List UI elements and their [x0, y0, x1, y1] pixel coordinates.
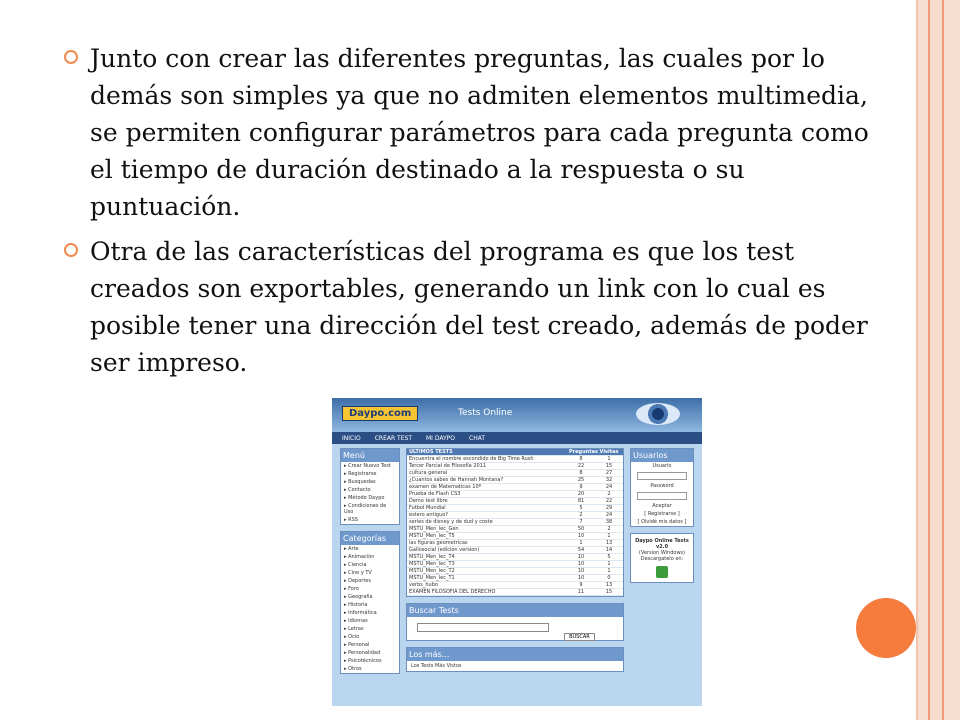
shot-nav [332, 432, 702, 444]
category-item: ▸ Deportes [344, 578, 371, 584]
download-panel [630, 533, 694, 583]
bullet-marker-icon [64, 243, 78, 257]
category-item: ▸ Idiomas [344, 618, 368, 624]
shot-center [406, 448, 624, 706]
bullet-list [64, 40, 894, 389]
more-item: Los Tests Más Vistos [411, 663, 462, 669]
menu-panel [340, 448, 400, 525]
eye-icon [636, 403, 680, 425]
category-item: ▸ Geografía [344, 594, 373, 600]
category-item: ▸ Foro [344, 586, 359, 592]
category-item: ▸ Informática [344, 610, 377, 616]
bullet-text: Otra de las características del programa es que los test creados son exportables, generando un link con lo cual es posible tener una dirección del test creado, además de poder ser impreso. [90, 237, 868, 377]
category-item: ▸ Psicotécnicos [344, 658, 382, 664]
bullet-item-2 [64, 233, 894, 381]
shot-right-sidebar [630, 448, 694, 706]
table-row: MSTU_Men_lec_T3 10 1 [407, 561, 623, 568]
menu-item: ▸ Busquedas [344, 479, 376, 485]
download-sub: (Version Windows) [638, 550, 686, 556]
category-item: ▸ Personal [344, 642, 370, 648]
table-row: estero antiguo? 2 24 [407, 512, 623, 519]
download-title: Daypo Online Tests v2.0 [635, 538, 689, 550]
search-panel [406, 603, 624, 641]
users-panel [630, 448, 694, 527]
register-link: [ Registrarse ] [644, 511, 680, 517]
table-row: Encuentra el nombre escondido de Big Time Rush 8 1 [407, 456, 623, 463]
table-header: ULTIMOS TESTS Preguntas Visitas [407, 449, 623, 456]
password-label: Password [650, 483, 674, 489]
shot-body [340, 448, 694, 706]
user-field [637, 472, 687, 480]
daypo-screenshot [332, 398, 702, 706]
category-item: ▸ Arte [344, 546, 359, 552]
table-row: MSTU_Men_lec_T4 10 5 [407, 554, 623, 561]
download-icon [656, 566, 668, 578]
more-title: Los más... [407, 648, 623, 661]
table-row: series de disney y de dud y coste 7 38 [407, 519, 623, 526]
category-item: ▸ Animación [344, 554, 375, 560]
table-row: verbs_hubo 9 13 [407, 582, 623, 589]
search-input [417, 623, 549, 632]
shot-left-sidebar [340, 448, 400, 706]
category-item: ▸ Cine y TV [344, 570, 372, 576]
nav-item: MI DAYPO [425, 434, 455, 442]
bullet-marker-icon [64, 50, 78, 64]
bullet-text: Junto con crear las diferentes preguntas, las cuales por lo demás son simples ya que no admiten elementos multimedia, se permiten configurar parámetros para cada pregunta como el tiempo de duración destinado a la respuesta o su puntuación. [90, 44, 869, 221]
table-row: MSTU_Men_lec_T1 10 0 [407, 575, 623, 582]
table-row: MSTU_Men_lec_T2 10 1 [407, 568, 623, 575]
table-row: las figuras geometricas 1 13 [407, 540, 623, 547]
category-item: ▸ Ciencia [344, 562, 367, 568]
menu-item: ▸ Crear Nuevo Test [344, 463, 391, 469]
search-title: Buscar Tests [407, 604, 623, 617]
shot-header [332, 398, 702, 432]
accent-circle [856, 598, 916, 658]
table-row: Gallosocial (edicion version) 54 14 [407, 547, 623, 554]
table-row: cultura general 8 27 [407, 470, 623, 477]
table-row: examen de Matematicas 10º 9 24 [407, 484, 623, 491]
user-label: Usuario [652, 463, 672, 469]
table-row: Futbol Mundial 5 29 [407, 505, 623, 512]
menu-item: ▸ Registrarse [344, 471, 377, 477]
more-panel [406, 647, 624, 672]
category-item: ▸ Otros [344, 666, 362, 672]
nav-item: CHAT [469, 434, 486, 442]
table-row: MSTU_Men_lec_T5 10 1 [407, 533, 623, 540]
table-row: ¿Cuantos sabes de Hannah Montana? 25 32 [407, 477, 623, 484]
menu-item: ▸ Método Daypo [344, 495, 385, 501]
table-row: Demo test libre 81 22 [407, 498, 623, 505]
login-button: Aceptar [652, 503, 672, 509]
category-item: ▸ Letras [344, 626, 364, 632]
band-line-1 [928, 0, 930, 720]
categories-panel [340, 531, 400, 674]
categories-title: Categorías [341, 532, 399, 545]
table-row: EXAMEN FILOSOFIA DEL DERECHO 11 15 [407, 589, 623, 596]
users-title: Usuarios [631, 449, 693, 462]
table-row: Tercer Parcial de Filosofía 2011 22 15 [407, 463, 623, 470]
nav-item: INICIO [342, 434, 361, 442]
menu-item: ▸ Contacto [344, 487, 371, 493]
table-row: MSTU_Men_lec_Gen 50 2 [407, 526, 623, 533]
category-item: ▸ Personalidad [344, 650, 381, 656]
category-item: ▸ Ocio [344, 634, 360, 640]
shot-tagline: Tests Online [458, 408, 513, 418]
download-label: Descargatelo en: [640, 556, 684, 562]
password-field [637, 492, 687, 500]
band-line-2 [942, 0, 944, 720]
search-button: BUSCAR [564, 633, 595, 641]
nav-item: CREAR TEST [374, 434, 412, 442]
menu-item: ▸ Condiciones de Uso [344, 503, 387, 515]
table-row: Prueba de Flash CS3 20 2 [407, 491, 623, 498]
latest-tests-table [406, 448, 624, 597]
daypo-logo: Daypo.com [342, 406, 418, 421]
forgot-link: [ Olvidé mis datos ] [637, 519, 687, 525]
bullet-item-1 [64, 40, 894, 225]
menu-title: Menú [341, 449, 399, 462]
slide-right-band [918, 0, 960, 720]
menu-item: ▸ RSS [344, 517, 358, 523]
category-item: ▸ Historia [344, 602, 368, 608]
